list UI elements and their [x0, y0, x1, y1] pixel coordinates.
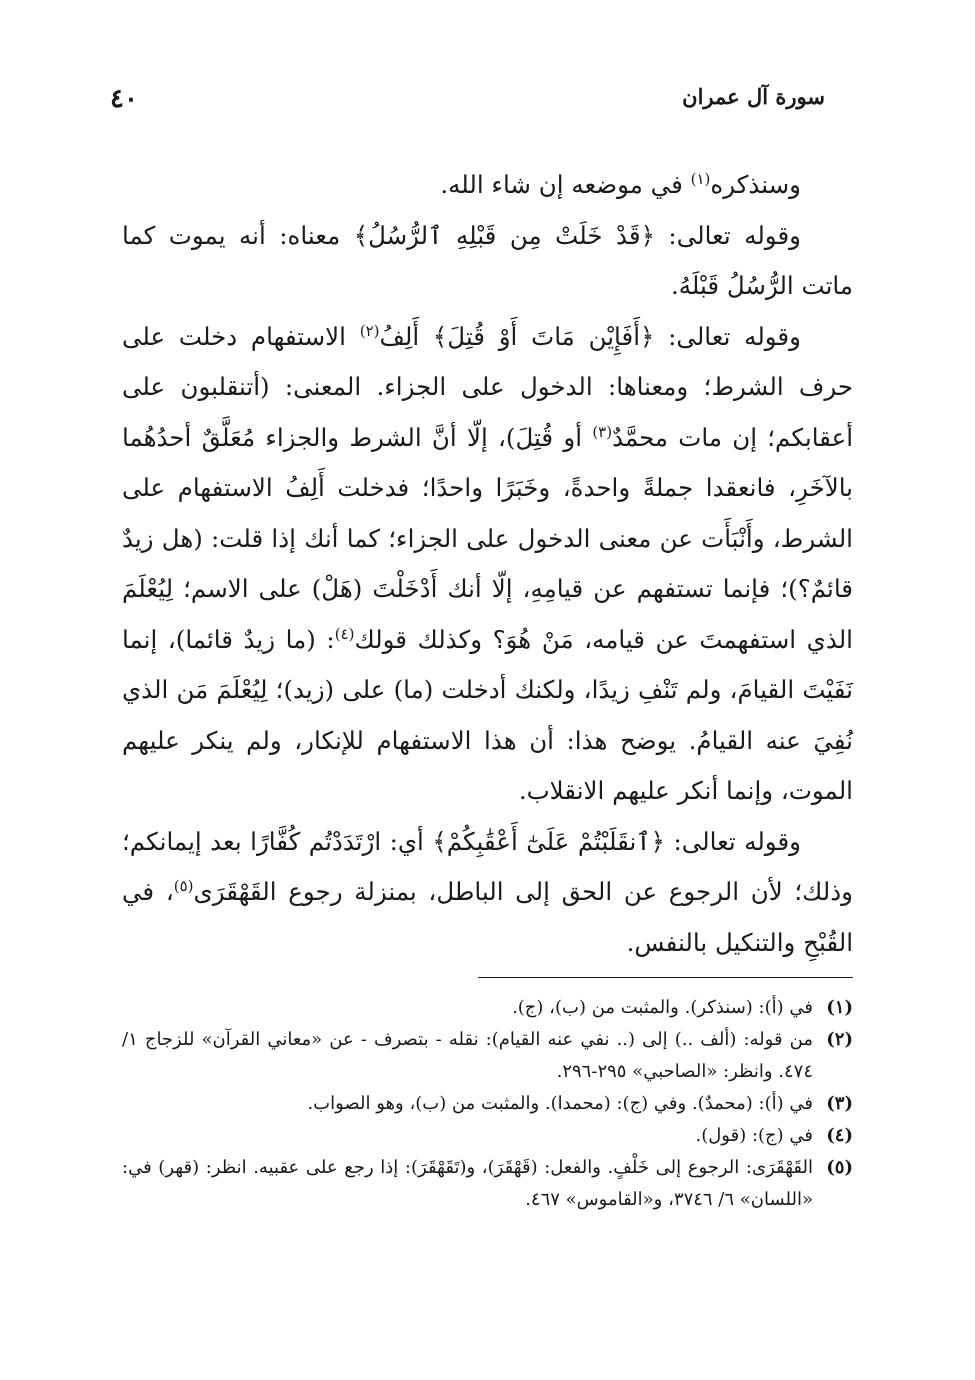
- paragraph-3: [122, 312, 853, 817]
- paragraph-1: [122, 160, 853, 211]
- text-run: : (ما زيدٌ قائما)، إنما نَفَيْتَ القيامَ، ولم تَنْفِ زيدًا، ولكنك أدخلت (ما) على (زيد)؛ لِيُعْلَمَ مَن الذي نُفِيَ عنه القيامُ. يوضح هذا: أن هذا الاستفهام للإنكار، ولم ينكر عليهم الموت، وإنما أنكر عليهم الانقلاب.: [122, 624, 853, 805]
- text-run: وقوله تعالى: ﴿ٱنقَلَبْتُمْ عَلَىٰٓ أَعْقَٰبِكُمْ﴾ أي: ارْتَدَدْتُم كُفَّارًا بعد إيمانكم؛ وذلك؛ لأن الرجوع عن الحق إلى الباطل، بمنزلة رجوع القَهْقَرَى: [122, 826, 854, 906]
- page-number: ٤٠: [110, 84, 138, 114]
- footnote-2: [122, 1024, 853, 1088]
- main-text: [122, 160, 853, 968]
- page-header: [110, 84, 825, 124]
- footnote-number: (٢): [826, 1029, 853, 1050]
- footnote-3: [122, 1088, 853, 1120]
- text-run: وقوله تعالى: ﴿قَدْ خَلَتْ مِن قَبْلِهِ ٱلرُّسُلُ﴾ معناه: أنه يموت كما ماتت الرُّسُلُ قَبْلَهُ.: [122, 220, 853, 300]
- text-run: الاستفهام دخلت على حرف الشرط؛ ومعناها: الدخول على الجزاء. المعنى: (أتنقلبون على أعقابكم؛ إن مات محمَّدٌ: [122, 321, 853, 452]
- footnote-ref: (١): [690, 170, 711, 188]
- footnote-4: [122, 1120, 853, 1152]
- footnote-number: (٤): [826, 1125, 853, 1146]
- footnote-text: القَهْقَرَى: الرجوع إلى خَلْفٍ. والفعل: (قَهْقَرَ)، و(تَقَهْقَرَ): إذا رجع على عقبيه. انظر: (قهر) في: «اللسان» ٦/ ٣٧٤٦، و«القاموس» ٤٦٧.: [122, 1157, 813, 1210]
- text-run: وسنذكره: [710, 170, 801, 199]
- footnote-ref: (٤): [334, 624, 355, 643]
- surah-title: سورة آل عمران: [682, 84, 825, 109]
- footnote-5: [122, 1152, 853, 1216]
- text-run: ، في القُبْحِ والتنكيل بالنفس.: [122, 877, 853, 957]
- footnote-separator: [478, 977, 853, 978]
- footnote-text: في (أ): (سنذكر). والمثبت من (ب)، (ج).: [512, 997, 813, 1018]
- footnote-number: (٥): [826, 1157, 853, 1178]
- footnote-ref: (٥): [173, 877, 194, 895]
- footnote-ref: (٣): [592, 422, 613, 441]
- footnote-number: (٣): [826, 1093, 853, 1114]
- footnotes: [122, 992, 853, 1216]
- paragraph-4: [122, 817, 853, 969]
- text-run: وقوله تعالى: ﴿أَفَإِيْن مَاتَ أَوْ قُتِلَ﴾ أَلِفُ: [379, 321, 801, 351]
- footnote-text: من قوله: (ألف ..) إلى (.. نفي عنه القيام): نقله - بتصرف - عن «معاني القرآن» للزجاج ١/ ٤٧٤. وانظر: «الصاحبي» ٢٩٥-٢٩٦.: [122, 1029, 813, 1082]
- paragraph-2: [122, 211, 853, 312]
- text-run: في موضعه إن شاء الله.: [440, 170, 691, 199]
- footnote-1: [122, 992, 853, 1024]
- footnote-text: في (أ): (محمدٌ). وفي (ج): (محمدا). والمثبت من (ب)، وهو الصواب.: [307, 1093, 813, 1114]
- footnote-number: (١): [826, 997, 853, 1018]
- footnote-text: في (ج): (قول).: [695, 1125, 813, 1146]
- footnote-ref: (٢): [359, 321, 380, 340]
- text-run: أو قُتِلَ)، إلّا أنَّ الشرط والجزاء مُعَلَّقٌ أحدُهُما بالآخَرِ، فانعقدا جملةً واحدةً، وخَبَرًا واحدًا؛ فدخلت أَلِفُ الاستفهام على الشرط، وأَنْبَأَت عن معنى الدخول على الجزاء؛ كما أنك إذا قلت: (هل زيدٌ قائمٌ؟)؛ فإنما تستفهم عن قيامِهِ، إلّا أنك أَدْخَلْتَ (هَلْ) على الاسم؛ لِيُعْلَمَ الذي استفهمتَ عن قيامه، مَنْ هُوَ؟ وكذلك قولك: [122, 422, 853, 654]
